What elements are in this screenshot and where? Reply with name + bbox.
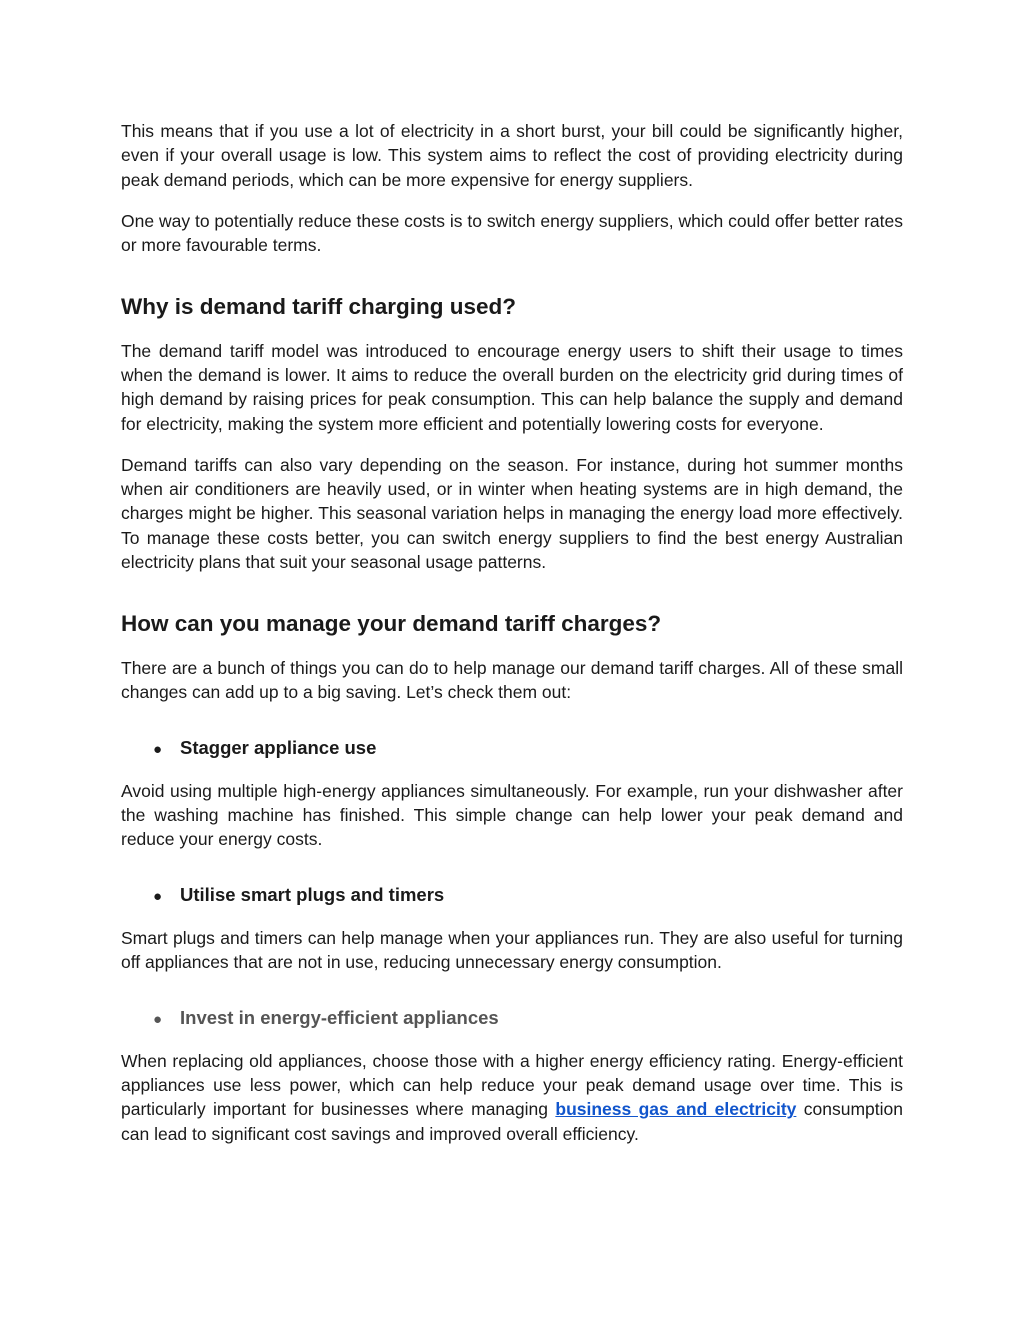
bullet-title: Utilise smart plugs and timers — [180, 883, 445, 905]
bullet-title: Invest in energy-efficient appliances — [180, 1006, 499, 1028]
manage-heading: How can you manage your demand tariff charges? — [121, 610, 662, 636]
business-gas-electricity-link[interactable]: business gas and electricity — [555, 1099, 797, 1120]
bullet-dot-icon: ● — [153, 887, 163, 905]
paragraph-text-after-link: consumption can lead to significant cost savings and improved overall efficiency. — [121, 1099, 903, 1144]
manage-intro-paragraph: There are a bunch of things you can do to help manage our demand tariff charges. All of these small changes can add up to a big saving. Let’s check them out: — [121, 657, 903, 703]
why-heading: Why is demand tariff charging used? — [121, 293, 517, 319]
bullet-dot-icon: ● — [153, 1010, 163, 1028]
smart-plugs-paragraph: Smart plugs and timers can help manage when your appliances run. They are also useful for turning off appliances that are not in use, reducing unnecessary energy consumption. — [121, 927, 903, 973]
intro-paragraph-1: This means that if you use a lot of electricity in a short burst, your bill could be significantly higher, even if your overall usage is low. This system aims to reflect the cost of providing electricity during peak demand periods, which can be more expensive for energy suppliers. — [121, 121, 903, 190]
bullet-title: Stagger appliance use — [180, 736, 377, 758]
bullet-dot-icon: ● — [153, 740, 163, 758]
stagger-paragraph: Avoid using multiple high-energy appliances simultaneously. For example, run your dishwasher after the washing machine has finished. This simple change can help lower your peak demand and reduce your energy costs. — [121, 780, 903, 850]
why-paragraph-1: The demand tariff model was introduced to encourage energy users to shift their usage to times when the demand is lower. It aims to reduce the overall burden on the electricity grid during times of high demand by raising prices for peak consumption. This can help balance the supply and demand for electricity, making the system more efficient and potentially lowering costs for everyone. — [121, 340, 903, 434]
bullet-stagger-appliance-use — [121, 735, 903, 763]
intro-paragraph-2: One way to potentially reduce these costs is to switch energy suppliers, which could offer better rates or more favourable terms. — [121, 210, 903, 256]
document-page — [121, 119, 903, 1146]
bullet-smart-plugs — [121, 882, 903, 910]
bullet-energy-efficient — [121, 1005, 903, 1033]
paragraph-text-before-link: When replacing old appliances, choose those with a higher energy efficiency rating. Energy-efficient appliances use less power, which can help reduce your peak demand usage over time. This is particularly important for businesses where managing — [121, 1050, 903, 1120]
why-paragraph-2: Demand tariffs can also vary depending on the season. For instance, during hot summer months when air conditioners are heavily used, or in winter when heating systems are in high demand, the charges might be higher. This seasonal variation helps in managing the energy load more effectively. To manage these costs better, you can switch energy suppliers to find the best energy Australian electricity plans that suit your seasonal usage patterns. — [121, 454, 903, 573]
energy-efficient-paragraph — [121, 1049, 903, 1147]
